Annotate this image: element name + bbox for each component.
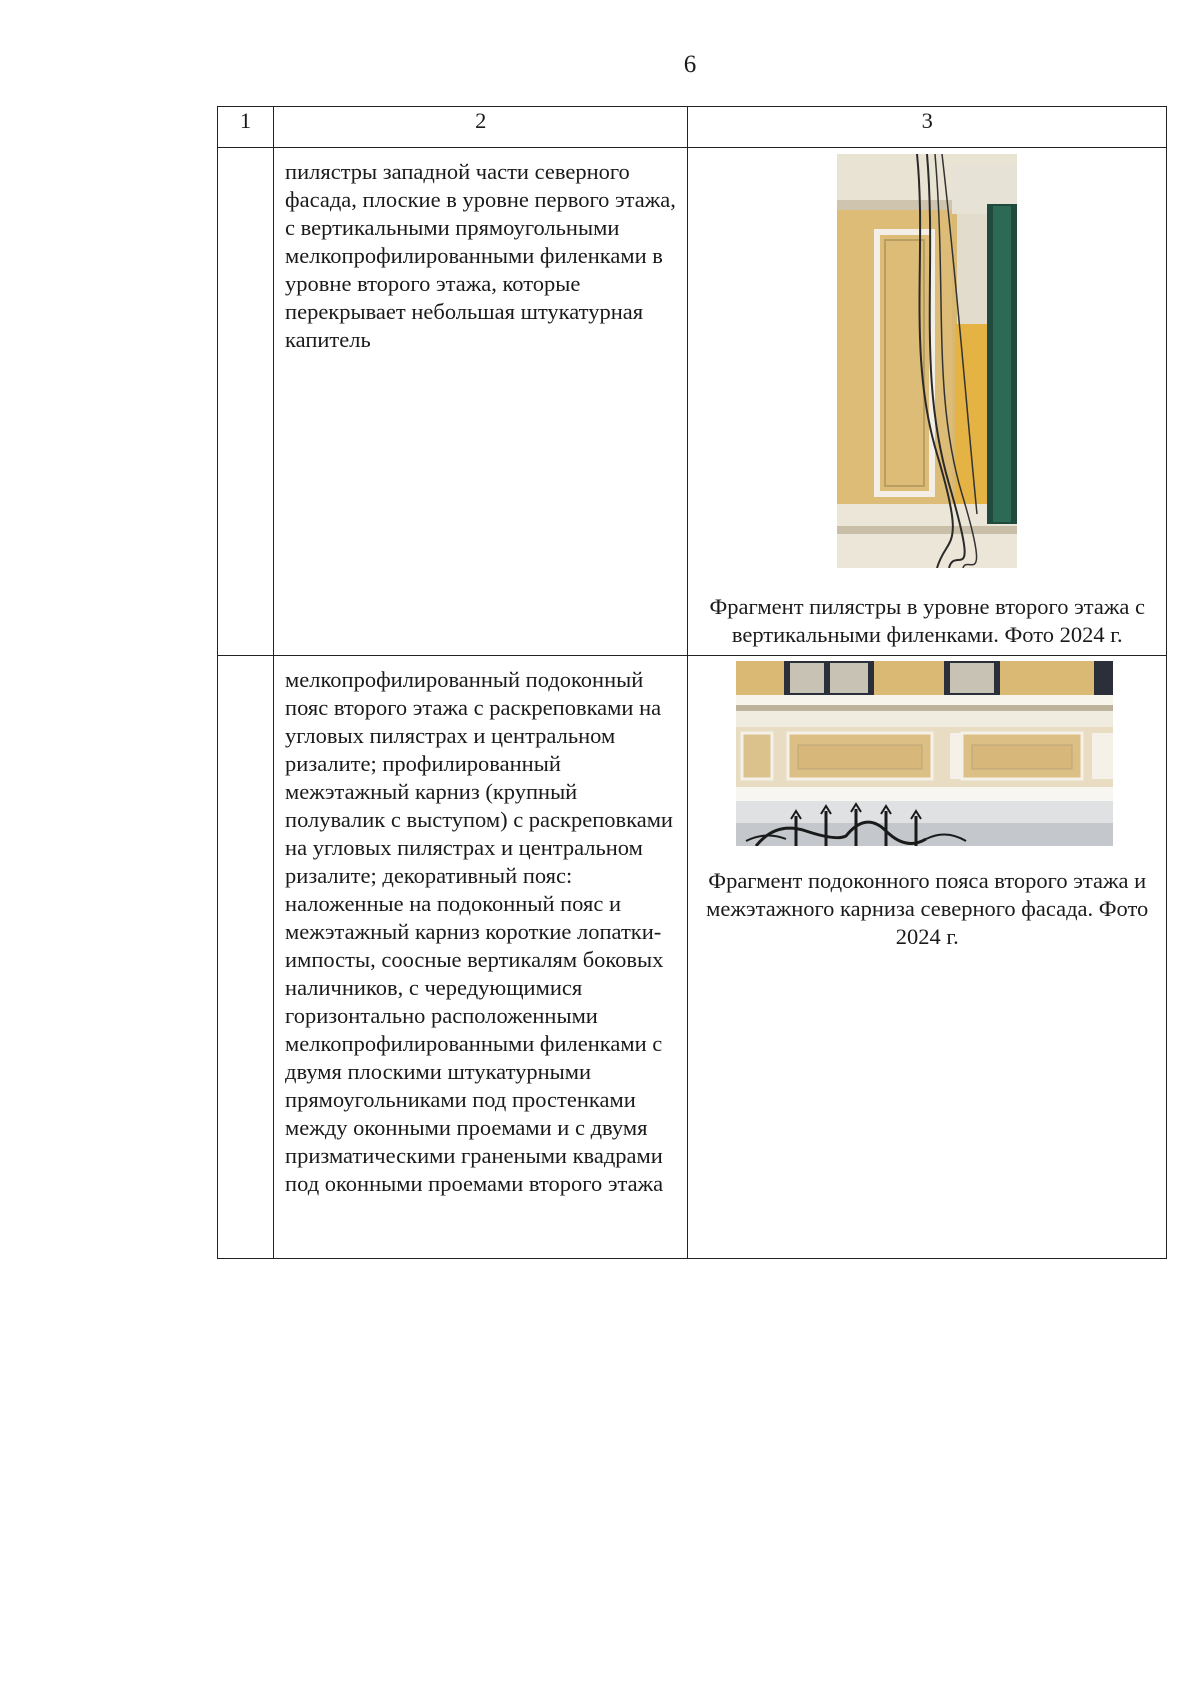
windowsill-belt-photo — [736, 661, 1113, 846]
page-number: 6 — [683, 51, 697, 78]
object-elements-table — [217, 106, 1167, 1259]
table-header-row — [218, 107, 1167, 148]
row-number-cell — [218, 148, 274, 656]
header-col-2: 2 — [274, 107, 688, 148]
photo-cell — [688, 148, 1167, 656]
photo-caption: Фрагмент пилястры в уровне второго этажа с вертикальными филенками. Фото 2024 г. — [709, 594, 1145, 647]
header-col-1: 1 — [218, 107, 274, 148]
row-number-cell — [218, 656, 274, 1259]
table-row — [218, 148, 1167, 656]
pilaster-photo — [837, 154, 1017, 568]
table-row — [218, 656, 1167, 1259]
header-col-3: 3 — [688, 107, 1167, 148]
description-cell: мелкопрофилированный подоконный пояс второго этажа с раскреповками на угловых пилястрах и центральном ризалите; профилированный межэтажный карниз (крупный полувалик с выступом) с раскреповками на угловых пилястрах и центральном ризалите; декоративный пояс: наложенные на подоконный пояс и межэтажный карниз короткие лопатки-импосты, соосные вертикалям боковых наличников, с чередующимися горизонтально расположенными мелкопрофилированными филенками с двумя плоскими штукатурными прямоугольниками под простенками между оконными проемами и с двумя призматическими гранеными квадрами под оконными проемами второго этажа — [274, 656, 688, 1259]
photo-caption: Фрагмент подоконного пояса второго этажа и межэтажного карниза северного фасада. Фото 2024 г. — [706, 868, 1149, 949]
photo-cell — [688, 656, 1167, 1259]
description-cell: пилястры западной части северного фасада, плоские в уровне первого этажа, с вертикальными прямоугольными мелкопрофилированными филенками в уровне второго этажа, которые перекрывает небольшая штукатурная капитель — [274, 148, 688, 656]
